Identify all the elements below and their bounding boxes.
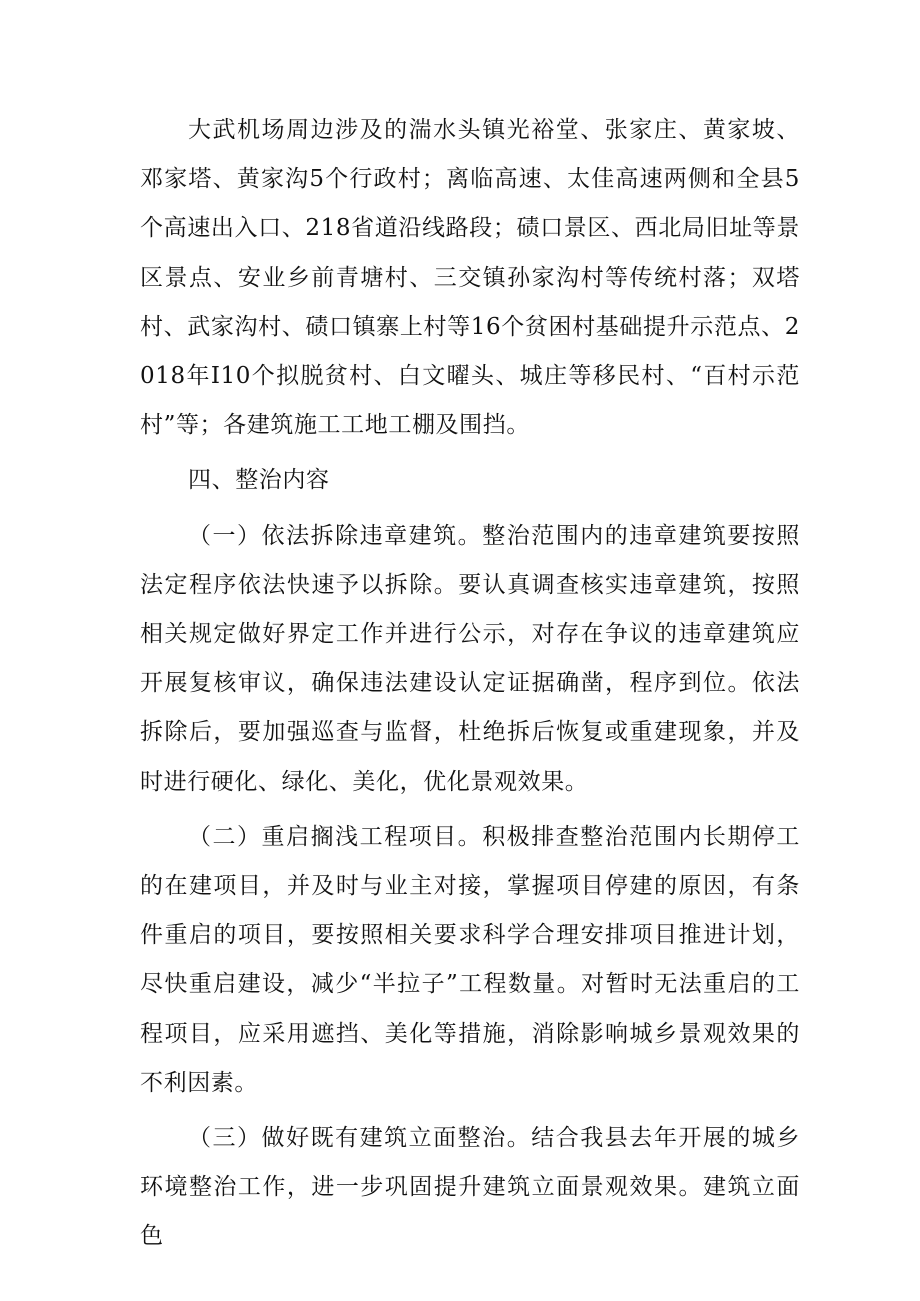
scope-paragraph: 大武机场周边涉及的湍水头镇光裕堂、张家庄、黄家坡、邓家塔、黄家沟5个行政村；离临高速、太佳高速两侧和全县5个高速出入口、218省道沿线路段；碛口景区、西北局旧址等景区景点、安业乡前青塘村、三交镇孙家沟村等传统村落；双塔村、武家沟村、碛口镇寨上村等16个贫困村基础提升示范点、2018年I10个拟脱贫村、白文曜头、城庄等移民村、“百村示范村”等；各建筑施工工地工棚及围挡。 (140, 117, 800, 439)
item-paragraph-1: （一）依法拆除违章建筑。整治范围内的违章建筑要按照法定程序依法快速予以拆除。要认真调查核实违章建筑，按照相关规定做好界定工作并进行公示，对存在争议的违章建筑应开展复核审议，确保违法建设认定证据确凿，程序到位。依法拆除后，要加强巡查与监督，杜绝拆后恢复或重建现象，并及时进行硬化、绿化、美化，优化景观效果。 (140, 522, 800, 795)
document-body (140, 106, 800, 1262)
section-heading: 四、整治内容 (188, 467, 330, 494)
item-paragraph-3: （三）做好既有建筑立面整治。结合我县去年开展的城乡环境整治工作，进一步巩固提升建筑立面景观效果。建筑立面色 (140, 1125, 800, 1250)
item-paragraph-2: （二）重启搁浅工程项目。积极排查整治范围内长期停工的在建项目，并及时与业主对接，掌握项目停建的原因，有条件重启的项目，要按照相关要求科学合理安排项目推进计划，尽快重启建设，减少“半拉子”工程数量。对暂时无法重启的工程项目，应采用遮挡、美化等措施，消除影响城乡景观效果的不利因素。 (140, 823, 800, 1096)
